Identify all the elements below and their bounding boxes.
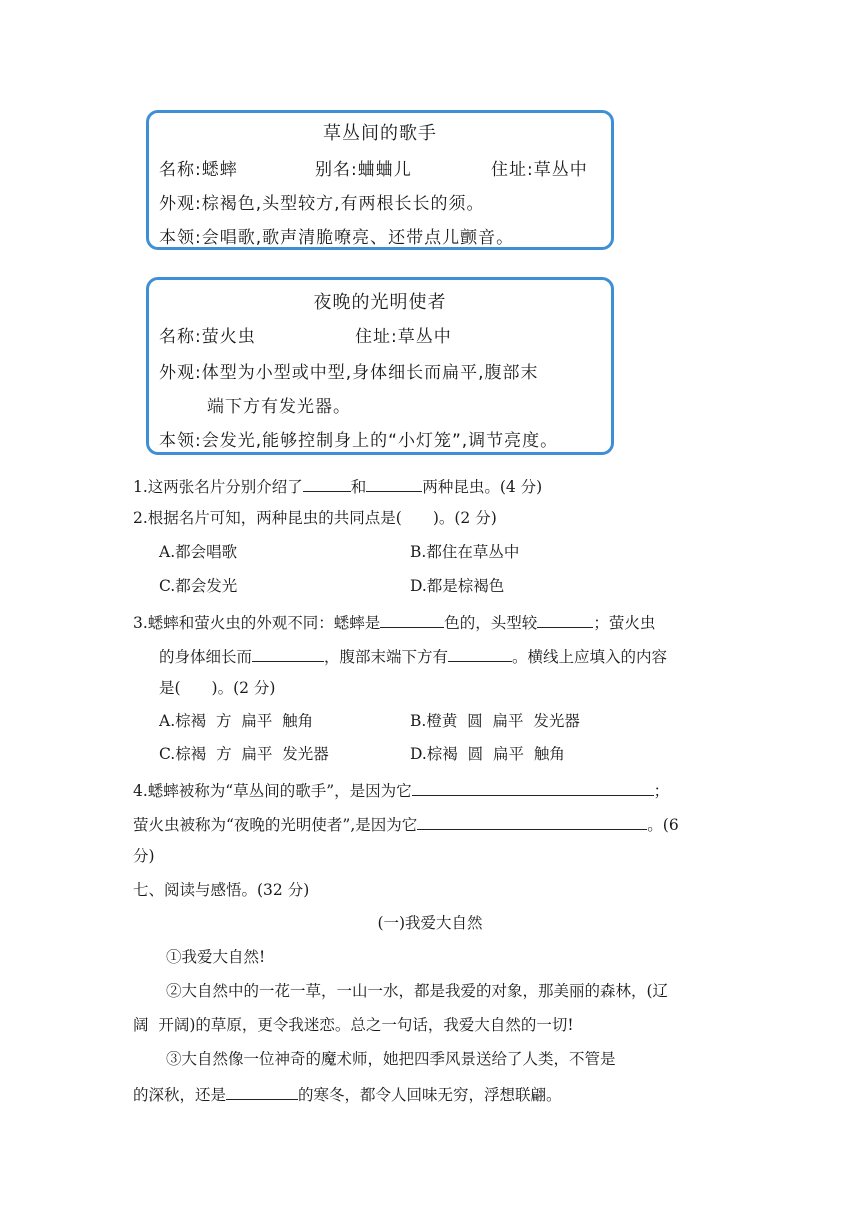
question-3-line1 xyxy=(133,613,655,632)
q3-option-a[interactable]: A.棕褐 方 扁平 触角 xyxy=(159,712,314,730)
q1-blank-1[interactable] xyxy=(303,477,351,492)
q1-text-c: 两种昆虫。(4 分) xyxy=(422,478,543,496)
card-appearance-line1: 外观:体型为小型或中型,身体细长而扁平,腹部末 xyxy=(159,363,539,383)
passage-paragraph-3-line2 xyxy=(133,1085,562,1104)
q1-text-a: 1.这两张名片分别介绍了 xyxy=(133,478,303,496)
q3-option-c[interactable]: C.棕褐 方 扁平 发光器 xyxy=(159,745,329,763)
question-4-line3: 分) xyxy=(133,847,155,865)
question-4-line2 xyxy=(133,815,679,834)
card-title: 草丛间的歌手 xyxy=(323,123,437,144)
q3-text: ；萤火虫 xyxy=(593,614,656,632)
q4-text: 。(6 xyxy=(647,816,679,834)
q3-blank-1[interactable] xyxy=(380,613,444,628)
passage-paragraph-2-line1: ②大自然中的一花一草，一山一水，都是我爱的对象，那美丽的森林，(辽 xyxy=(166,982,669,1000)
passage-title: (一)我爱大自然 xyxy=(377,914,483,932)
q1-blank-2[interactable] xyxy=(366,477,422,492)
q3-text: 的身体细长而 xyxy=(159,648,253,666)
section-heading: 七、阅读与感悟。(32 分) xyxy=(133,881,310,899)
q4-text: 萤火虫被称为“夜晚的光明使者”,是因为它 xyxy=(133,816,418,834)
card-name: 名称:萤火虫 xyxy=(159,327,256,347)
q3-blank-3[interactable] xyxy=(252,647,324,662)
passage-text: 的寒冬，都令人回味无穷，浮想联翩。 xyxy=(298,1086,562,1104)
q3-blank-4[interactable] xyxy=(448,647,512,662)
card-alias: 别名:蛐蛐儿 xyxy=(315,160,412,180)
q3-option-d[interactable]: D.棕褐 圆 扁平 触角 xyxy=(410,745,565,763)
q4-blank-2[interactable] xyxy=(417,815,647,830)
card-ability: 本领:会发光,能够控制身上的“小灯笼”,调节亮度。 xyxy=(159,431,559,451)
question-3-line2 xyxy=(159,647,667,666)
question-3-line3: 是( )。(2 分) xyxy=(159,679,276,697)
q4-blank-1[interactable] xyxy=(412,781,654,796)
card-appearance-line2: 端下方有发光器。 xyxy=(207,397,351,417)
q3-text: ，腹部末端下方有 xyxy=(324,648,449,666)
q2-option-c[interactable]: C.都会发光 xyxy=(159,577,238,595)
q3-blank-2[interactable] xyxy=(537,613,593,628)
q3-text: 色的，头型较 xyxy=(444,614,538,632)
question-2-stem: 2.根据名片可知，两种昆虫的共同点是( )。(2 分) xyxy=(133,509,497,527)
passage-blank[interactable] xyxy=(226,1085,298,1100)
q2-option-b[interactable]: B.都住在草丛中 xyxy=(410,543,520,561)
q1-text-b: 和 xyxy=(350,478,367,496)
question-4-line1 xyxy=(133,781,669,800)
card-title: 夜晚的光明使者 xyxy=(313,292,447,313)
card-name: 名称:蟋蟀 xyxy=(159,160,238,180)
q2-option-a[interactable]: A.都会唱歌 xyxy=(159,543,238,561)
passage-text: 的深秋，还是 xyxy=(133,1086,227,1104)
q4-text: ； xyxy=(653,782,670,800)
card-address: 住址:草丛中 xyxy=(355,327,452,347)
q3-option-b[interactable]: B.橙黄 圆 扁平 发光器 xyxy=(410,712,580,730)
q4-text: 4.蟋蟀被称为“草丛间的歌手”，是因为它 xyxy=(133,782,412,800)
passage-paragraph-2-line2: 阔 开阔)的草原，更令我迷恋。总之一句话，我爱大自然的一切! xyxy=(133,1016,574,1034)
card-address: 住址:草丛中 xyxy=(491,160,588,180)
passage-paragraph-3-line1: ③大自然像一位神奇的魔术师，她把四季风景送给了人类，不管是 xyxy=(166,1050,616,1068)
q3-text: 。横线上应填入的内容 xyxy=(512,648,668,666)
q3-text: 3.蟋蟀和萤火虫的外观不同：蟋蟀是 xyxy=(133,614,381,632)
card-ability: 本领:会唱歌,歌声清脆嘹亮、还带点儿颤音。 xyxy=(159,228,515,248)
card-appearance: 外观:棕褐色,头型较方,有两根长长的须。 xyxy=(159,194,485,214)
insect-card-cricket xyxy=(146,110,614,250)
question-1 xyxy=(133,477,542,496)
q2-option-d[interactable]: D.都是棕褐色 xyxy=(410,577,505,595)
passage-paragraph-1: ①我爱大自然! xyxy=(166,948,266,966)
insect-card-firefly xyxy=(146,277,614,455)
